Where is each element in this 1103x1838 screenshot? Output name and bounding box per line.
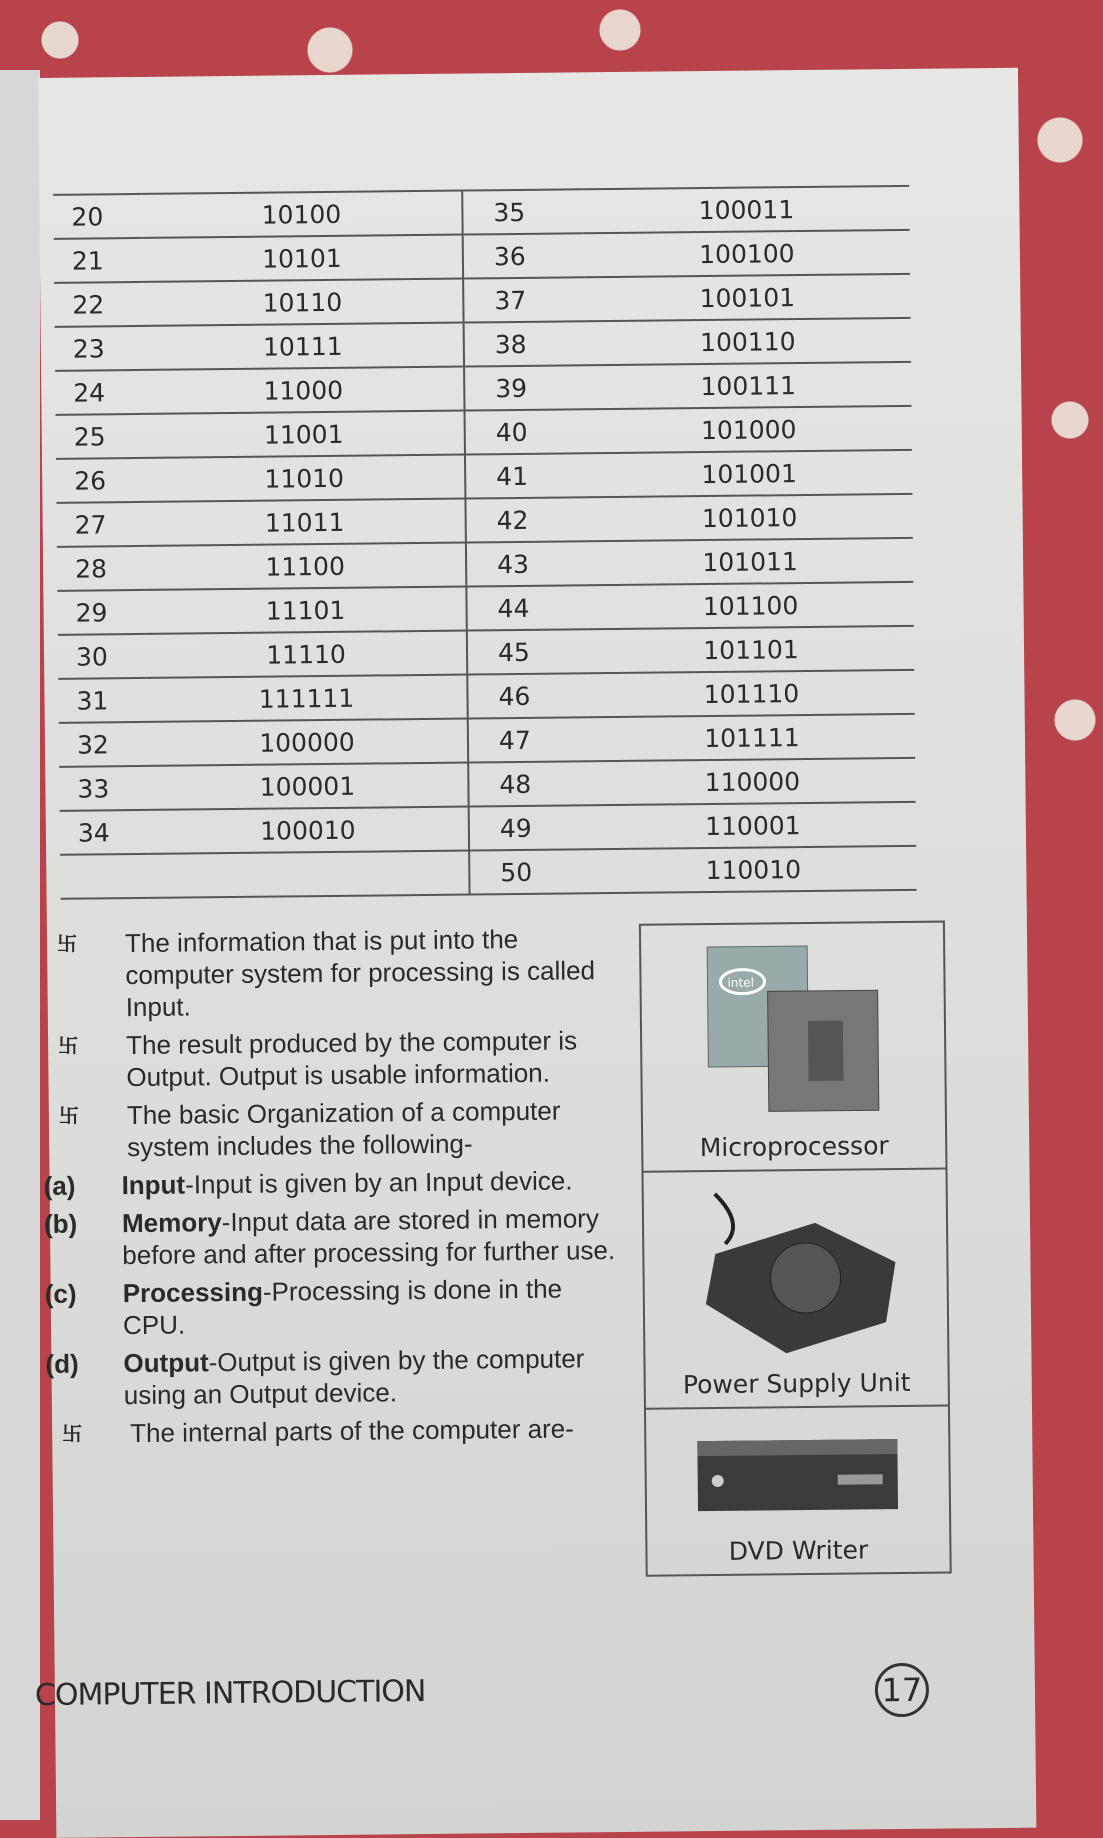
decimal-cell: 32 [59,722,147,767]
decimal-cell: 36 [463,233,584,278]
binary-cell: 100010 [148,807,469,854]
dvd-writer-image [687,1419,908,1521]
binary-cell: 100000 [147,719,468,766]
binary-cell: 101001 [586,450,912,497]
binary-cell: 11001 [144,411,465,458]
binary-cell: 101010 [586,494,912,541]
decimal-cell: 30 [58,634,146,679]
decimal-cell: 46 [467,673,588,718]
binary-cell: 100110 [585,318,911,365]
decimal-cell: 34 [60,810,148,855]
organization-item [43,1202,629,1272]
power-supply-image [685,1182,907,1354]
binary-cell: 11101 [145,587,466,634]
binary-cell: 101000 [585,406,911,453]
decimal-cell: 29 [57,590,145,635]
figure-power-supply [643,1170,947,1410]
item-term: Output [123,1347,209,1379]
decimal-cell: 42 [465,497,586,542]
decimal-cell: 35 [462,189,583,234]
item-text: -Processing is done in the CPU. [122,1273,563,1341]
binary-cell: 11100 [145,543,466,590]
item-text: -Output is given by the computer using an Output device. [123,1343,585,1411]
organization-item [44,1272,630,1342]
decimal-cell: 21 [54,238,142,283]
decimal-cell: 49 [469,805,590,850]
decimal-cell: 24 [55,370,143,415]
binary-cell: 101110 [588,670,914,717]
decimal-cell: 45 [467,629,588,674]
item-label: (a) [43,1170,76,1202]
item-term: Memory [121,1207,222,1239]
decimal-cell: 47 [468,717,589,762]
binary-cell: 100111 [585,362,911,409]
item-label: (d) [45,1348,79,1379]
bullet-item: 卐 The basic Organization of a computer system includes the following- [58,1095,561,1163]
binary-cell: 11110 [146,631,467,678]
binary-cell: 100101 [584,274,910,321]
caption-microprocessor: Microprocessor [699,1131,889,1163]
svg-text:intel: intel [727,975,754,990]
caption-dvd-writer: DVD Writer [728,1535,869,1566]
book-page [34,68,1036,1838]
decimal-cell: 28 [57,546,145,591]
binary-cell: 111111 [146,675,467,722]
decimal-cell: 22 [54,282,142,327]
decimal-cell: 38 [464,321,585,366]
decimal-cell: 48 [468,761,589,806]
binary-cell: 101100 [587,582,913,629]
bullet-item: 卐 The result produced by the computer is Output. Output is usable information. [58,1025,578,1093]
organization-item [43,1164,627,1202]
binary-cell [148,851,469,898]
swastika-bullet-icon: 卐 [62,1421,83,1446]
binary-cell: 10110 [142,279,463,326]
binary-cell: 100100 [584,230,910,277]
binary-cell: 110000 [589,758,915,805]
decimal-cell: 44 [466,585,587,630]
binary-cell: 11000 [143,367,464,414]
decimal-cell: 27 [56,502,144,547]
decimal-cell: 43 [466,541,587,586]
decimal-cell: 33 [59,766,147,811]
binary-cell: 110010 [590,846,916,893]
decimal-cell [60,854,148,899]
binary-cell: 10101 [142,235,463,282]
decimal-cell: 23 [55,326,143,371]
decimal-cell: 41 [465,453,586,498]
figure-dvd-writer [646,1407,950,1575]
decimal-cell: 40 [465,409,586,454]
item-text: -Input is given by an Input device. [184,1165,573,1200]
organization-item [45,1342,630,1412]
binary-cell: 100011 [583,186,909,233]
binary-cell: 10100 [141,191,462,238]
binary-cell: 10111 [143,323,464,370]
item-term: Processing [122,1276,264,1309]
binary-cell: 100001 [147,763,468,810]
notes-section [43,922,630,1456]
binary-cell: 11011 [144,499,465,546]
swastika-bullet-icon: 卐 [58,1033,79,1058]
decimal-cell: 31 [58,678,146,723]
swastika-bullet-icon: 卐 [58,1103,79,1128]
decimal-cell: 50 [469,849,590,894]
decimal-cell: 25 [56,414,144,459]
binary-cell: 11010 [144,455,465,502]
swastika-bullet-icon: 卐 [56,931,78,956]
binary-cell: 101011 [587,538,913,585]
item-label: (c) [44,1278,77,1309]
item-label: (b) [43,1208,78,1239]
item-text: -Input data are stored in memory before and after processing for further use. [122,1203,616,1271]
table-row [60,846,916,899]
bullet-item: 卐 The information that is put into the computer system for processing is called Input. [56,924,596,1023]
decimal-cell: 39 [464,365,585,410]
binary-cell: 101111 [589,714,915,761]
previous-page-edge [0,70,40,1820]
decimal-cell: 26 [56,458,144,503]
binary-cell: 110001 [590,802,916,849]
decimal-binary-table [53,185,916,900]
figure-microprocessor [641,923,946,1173]
caption-power-supply: Power Supply Unit [682,1367,911,1400]
decimal-cell: 20 [53,194,141,239]
microprocessor-image [697,935,889,1117]
footer-title: COMPUTER INTRODUCTION [34,1674,426,1714]
binary-cell: 101101 [588,626,914,673]
item-term: Input [121,1169,186,1201]
figures-panel [639,921,952,1577]
bullet-item: 卐 The internal parts of the computer are- [62,1413,575,1449]
page-number: 17 [875,1663,930,1718]
decimal-cell: 37 [463,277,584,322]
